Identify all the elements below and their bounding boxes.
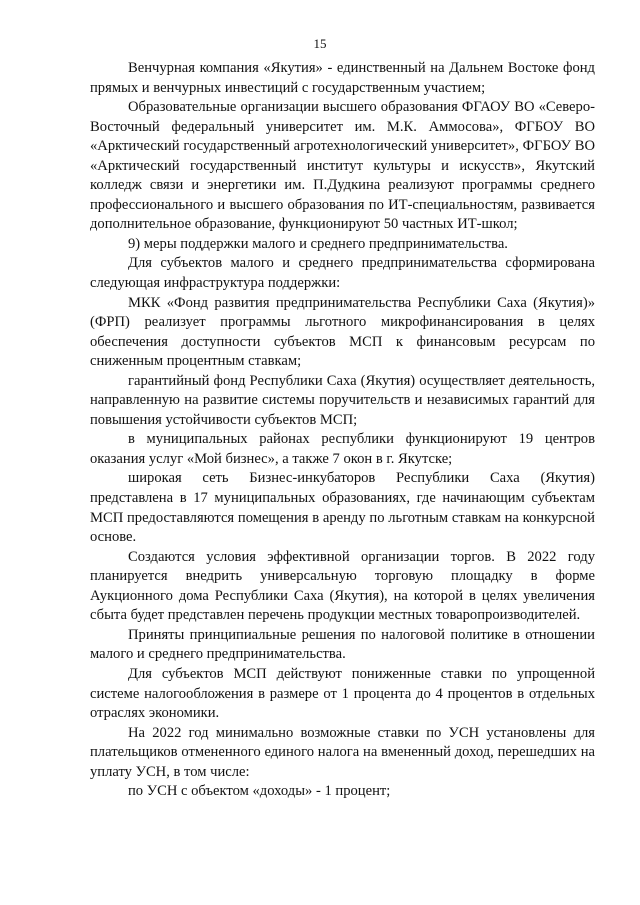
paragraph-business-incubators: широкая сеть Бизнес-инкубаторов Республики Саха (Якутия) представлена в 17 муниципальных образованиях, где начинающим субъектам МСП предоставляются помещения в аренду по льготным ставкам на конкурсной основе. <box>90 470 595 546</box>
paragraph-my-business-centers: в муниципальных районах республики функционируют 19 центров оказания услуг «Мой бизнес», а также 7 окон в г. Якутске; <box>90 431 595 467</box>
paragraph-guarantee-fund: гарантийный фонд Республики Саха (Якутия) осуществляет деятельность, направленную на развитие системы поручительств и независимых гарантий для повышения устойчивости субъектов МСП; <box>90 372 595 428</box>
paragraph-auction-house: Создаются условия эффективной организации торгов. В 2022 году планируется внедрить универсальную торговую площадку в форме Аукционного дома Республики Саха (Якутия), на которой в целях увеличения сбыта будет представлен перечень продукции местных товаропроизводителей. <box>90 548 595 624</box>
page-number: 15 <box>313 36 327 51</box>
paragraph-infrastructure-intro: Для субъектов малого и среднего предпринимательства сформирована следующая инфраструктура поддержки: <box>90 255 595 292</box>
paragraph-venture-company: Венчурная компания «Якутия» - единственный на Дальнем Востоке фонд прямых и венчурных инвестиций с государственным участием; <box>90 60 595 96</box>
paragraph-reduced-rates: Для субъектов МСП действуют пониженные ставки по упрощенной системе налогообложения в размере от 1 процента до 4 процентов в отдельных отраслях экономики. <box>90 665 595 722</box>
paragraph-microfinance-fund: МКК «Фонд развития предпринимательства Республики Саха (Якутия)» (ФРП) реализует программы льготного микрофинансирования в целях обеспечения доступности субъектов МСП к финансовым ресурсам по сниженным процентным ставкам; <box>90 294 595 370</box>
paragraph-tax-policy: Приняты принципиальные решения по налоговой политике в отношении малого и среднего предпринимательства. <box>90 626 595 663</box>
paragraph-support-measures-heading: 9) меры поддержки малого и среднего предпринимательства. <box>128 235 508 252</box>
paragraph-educational-organizations: Образовательные организации высшего образования ФГАОУ ВО «Северо-Восточный федеральный университет им. М.К. Аммосова», ФГБОУ ВО «Арктический государственный агротехнологический университет», ФГБОУ ВО «Арктический государственный институт культуры и искусств», Якутский колледж связи и энергетики им. П.Дудкина реализуют программы среднего профессионального и высшего образования по ИТ-специальностям, развивается дополнительное образование, функционируют 50 частных ИТ-школ; <box>90 99 595 233</box>
paragraph-income-object-rate: по УСН с объектом «доходы» - 1 процент; <box>128 783 391 800</box>
document-body <box>90 59 595 802</box>
paragraph-2022-rates: На 2022 год минимально возможные ставки по УСН установлены для плательщиков отмененного единого налога на вмененный доход, перешедших на уплату УСН, в том числе: <box>90 724 595 780</box>
